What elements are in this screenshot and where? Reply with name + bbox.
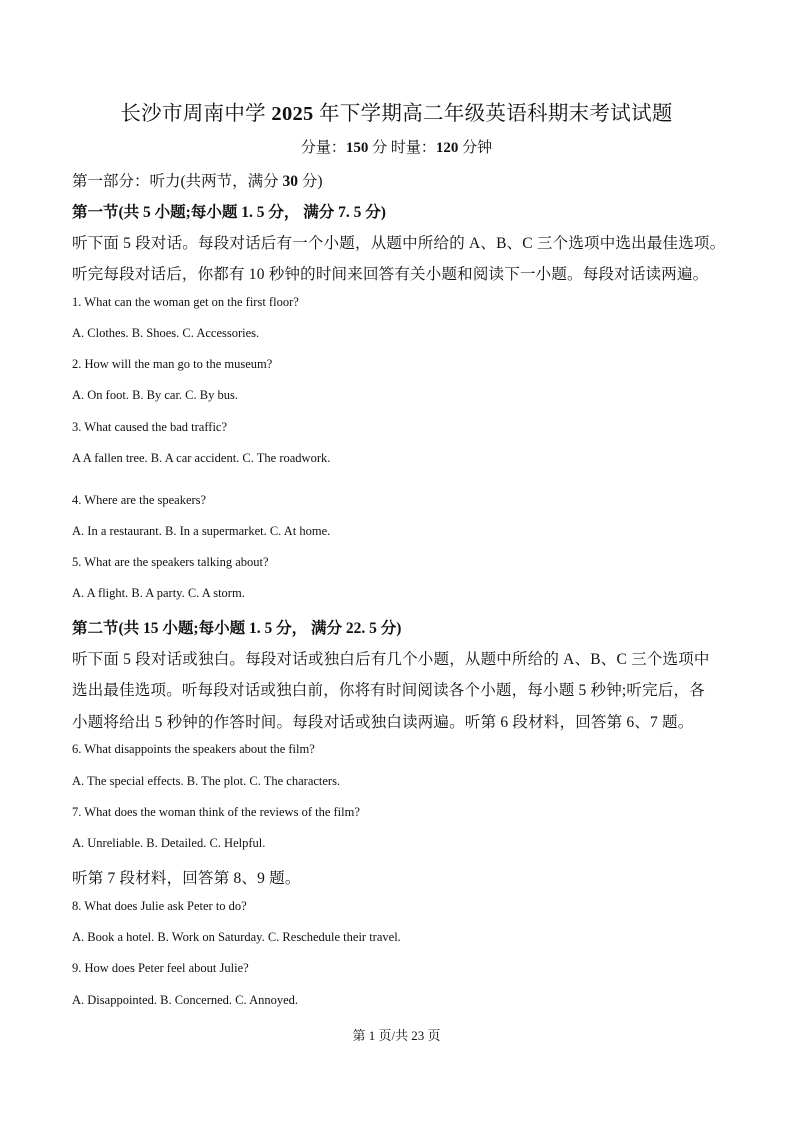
options-4: A. In a restaurant. B. In a supermarket. C. At home. xyxy=(72,524,331,538)
time-value: 120 xyxy=(435,140,459,156)
question-3: 3. What caused the bad traffic? xyxy=(72,420,228,434)
options-1: A. Clothes. B. Shoes. C. Accessories. xyxy=(72,326,260,340)
options-6: A. The special effects. B. The plot. C. The characters. xyxy=(72,774,341,788)
section2-instruction-line2: 选出最佳选项。听每段对话或独白前，你将有时间阅读各个小题，每小题 5 秒钟;听完后，各 xyxy=(72,682,705,699)
section1-instruction-line1: 听下面 5 段对话。每段对话后有一个小题，从题中所给的 A、B、C 三个选项中选出最佳选项。 xyxy=(72,235,726,252)
question-5: 5. What are the speakers talking about? xyxy=(72,555,269,569)
section2-instruction-line1: 听下面 5 段对话或独白。每段对话或独白后有几个小题，从题中所给的 A、B、C 三个选项中 xyxy=(72,651,710,668)
question-9: 9. How does Peter feel about Julie? xyxy=(72,961,249,975)
options-5: A. A flight. B. A party. C. A storm. xyxy=(72,586,245,600)
options-9: A. Disappointed. B. Concerned. C. Annoyed. xyxy=(72,993,299,1007)
section2-instruction-line3: 小题将给出 5 秒钟的作答时间。每段对话或独白读两遍。听第 6 段材料，回答第 6、7 题。 xyxy=(72,714,694,731)
score-unit: 分 时量： xyxy=(368,140,436,156)
title-suffix: 年下学期高二年级英语科期末考试试题 xyxy=(313,103,673,125)
options-7: A. Unreliable. B. Detailed. C. Helpful. xyxy=(72,836,266,850)
time-unit: 分钟 xyxy=(458,140,493,156)
score-label: 分量： xyxy=(300,140,346,156)
exam-title xyxy=(0,96,793,126)
section1-heading: 第一节(共 5 小题;每小题 1. 5 分， 满分 7. 5 分) xyxy=(72,204,386,221)
options-8: A. Book a hotel. B. Work on Saturday. C. Reschedule their travel. xyxy=(72,930,401,944)
question-7: 7. What does the woman think of the reviews of the film? xyxy=(72,805,360,819)
question-6: 6. What disappoints the speakers about the film? xyxy=(72,742,315,756)
part1-heading xyxy=(72,169,323,191)
exam-subtitle xyxy=(0,136,793,157)
score-value: 150 xyxy=(345,140,369,156)
part1-heading-num: 30 xyxy=(282,173,299,190)
page-number: 第 1 页/共 23 页 xyxy=(352,1028,441,1043)
options-3: A A fallen tree. B. A car accident. C. The roadwork. xyxy=(72,451,331,465)
section2-heading: 第二节(共 15 小题;每小题 1. 5 分， 满分 22. 5 分) xyxy=(72,620,402,637)
question-1: 1. What can the woman get on the first floor? xyxy=(72,295,299,309)
title-year: 2025 xyxy=(271,103,314,125)
question-4: 4. Where are the speakers? xyxy=(72,493,207,507)
group-7-instruction: 听第 7 段材料，回答第 8、9 题。 xyxy=(72,870,301,887)
question-2: 2. How will the man go to the museum? xyxy=(72,357,273,371)
title-prefix: 长沙市周南中学 xyxy=(120,103,272,125)
options-2: A. On foot. B. By car. C. By bus. xyxy=(72,388,238,402)
question-8: 8. What does Julie ask Peter to do? xyxy=(72,899,247,913)
section1-instruction-line2: 听完每段对话后，你都有 10 秒钟的时间来回答有关小题和阅读下一小题。每段对话读两遍。 xyxy=(72,266,709,283)
part1-heading-a: 第一部分：听力(共两节，满分 xyxy=(72,173,283,190)
part1-heading-b: 分) xyxy=(298,173,323,190)
